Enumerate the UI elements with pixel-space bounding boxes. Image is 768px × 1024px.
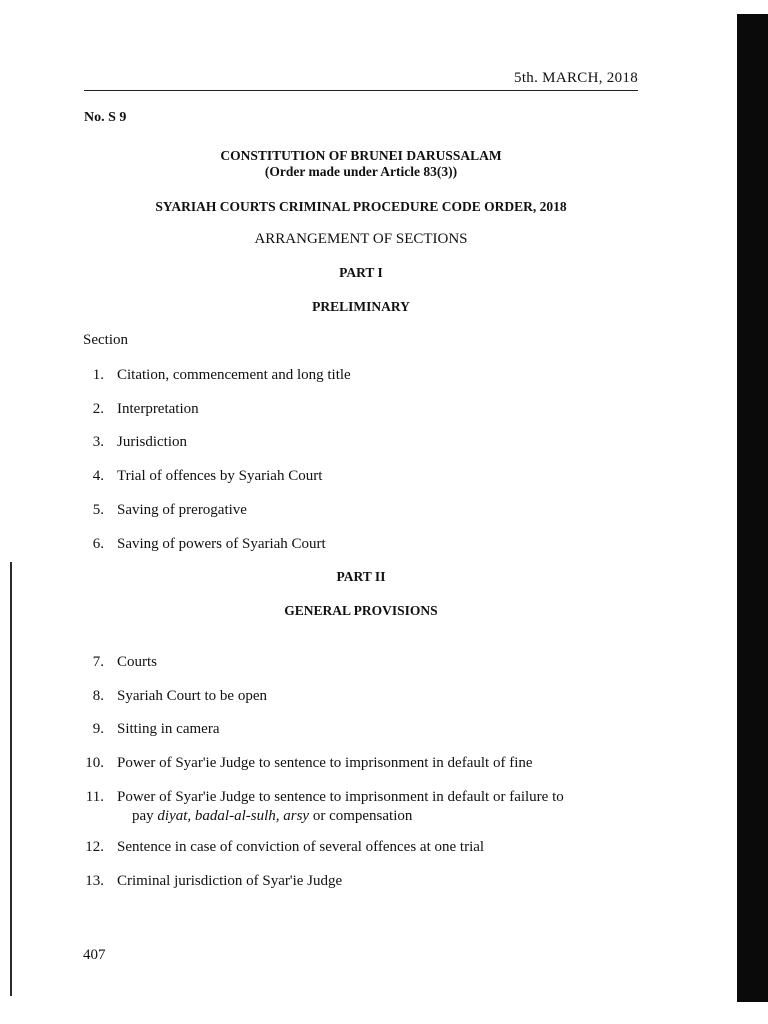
arrangement-heading: ARRANGEMENT OF SECTIONS [254,231,468,247]
section-number: 9. [92,721,104,737]
order-title: SYARIAH COURTS CRIMINAL PROCEDURE CODE ORDER, 2018 [155,199,567,214]
title-text-pre: pay [132,808,158,824]
title-text-italic: diyat, badal-al-sulh, arsy [157,808,310,824]
section-number: 13. [85,873,104,889]
section-title: Jurisdiction [117,434,187,450]
section-title: Courts [117,654,158,670]
section-number: 1. [92,367,104,383]
scan-edge-bar [737,14,768,1002]
header-rule [84,90,638,91]
section-number: 11. [85,789,104,805]
part-1-title: PRELIMINARY [312,299,410,314]
section-number: 10. [85,755,104,771]
section-number: 5. [92,502,104,518]
section-number: 7. [92,654,104,670]
section-number: 12. [85,839,104,855]
section-title: Interpretation [117,401,199,417]
section-number: 4. [92,468,104,484]
section-title: Saving of powers of Syariah Court [117,536,326,552]
order-made-subheading: (Order made under Article 83(3)) [264,164,458,179]
section-title: Saving of prerogative [117,502,247,518]
scan-edge-line [10,562,12,996]
title-text-post: or compensation [309,808,413,824]
constitution-heading: CONSTITUTION OF BRUNEI DARUSSALAM [220,148,502,163]
section-title: Trial of offences by Syariah Court [117,468,323,484]
section-title-line-1: Power of Syar'ie Judge to sentence to imprisonment in default or failure to [117,789,564,805]
section-column-label: Section [83,332,128,348]
part-2-title: GENERAL PROVISIONS [284,603,438,618]
gazette-date: 5th. MARCH, 2018 [514,70,638,86]
document-number: No. S 9 [84,110,127,125]
section-title: Criminal jurisdiction of Syar'ie Judge [117,873,343,889]
section-title: Power of Syar'ie Judge to sentence to imprisonment in default of fine [117,755,533,771]
section-number: 8. [92,688,104,704]
section-number: 6. [92,536,104,552]
page-number: 407 [83,947,106,963]
part-1-label: PART I [339,265,383,280]
section-number: 2. [92,401,104,417]
section-title: Sitting in camera [117,721,220,737]
section-title: Sentence in case of conviction of several offences at one trial [117,839,485,855]
section-number: 3. [92,434,104,450]
part-2-label: PART II [336,569,386,584]
section-title: Syariah Court to be open [117,688,267,704]
section-title [117,788,640,826]
section-title: Citation, commencement and long title [117,367,351,383]
section-title-line-2 [117,807,640,826]
